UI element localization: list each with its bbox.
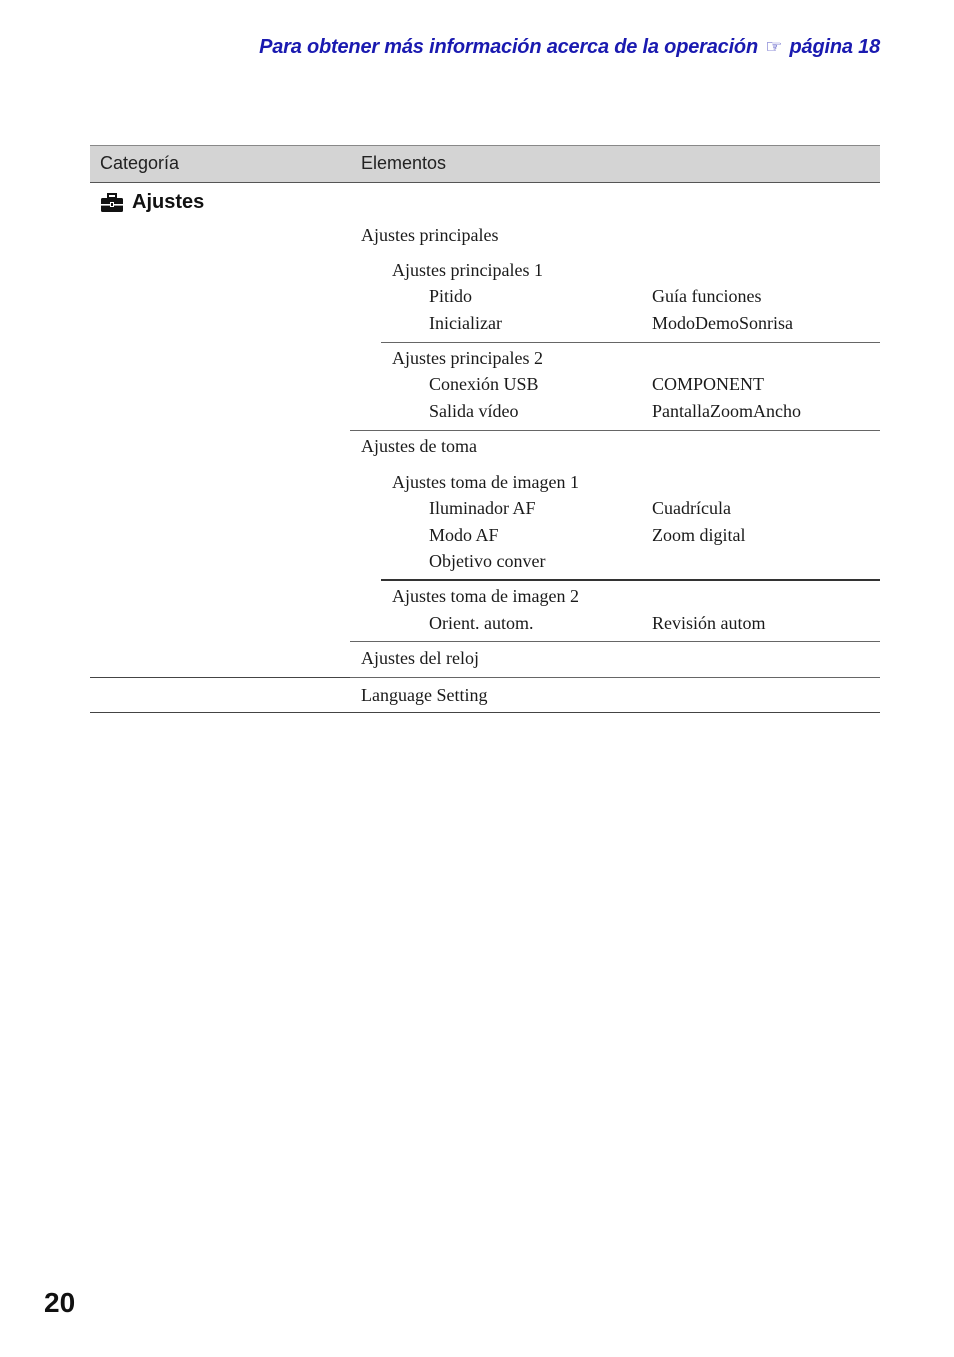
page-number: 20 [44,1287,76,1318]
page-reference-header[interactable] [259,36,880,59]
group-title: Ajustes principales 2 [392,348,543,368]
list-item: Cuadrícula [652,498,731,518]
list-item: Iluminador AF [429,498,536,518]
list-item: Modo AF [429,525,499,545]
group-title: Ajustes toma de imagen 1 [392,472,579,492]
list-item: Salida vídeo [429,401,519,421]
list-item: Orient. autom. [429,613,534,633]
header-text: Para obtener más información acerca de la operación [259,36,758,58]
list-item: COMPONENT [652,374,765,394]
list-item: Guía funciones [652,286,762,306]
table-header [90,145,880,183]
section-title: Ajustes principales [361,225,499,245]
list-item: PantallaZoomAncho [652,401,801,421]
list-item: Inicializar [429,313,502,333]
column-header-category: Categoría [100,153,180,173]
group-title: Ajustes principales 1 [392,260,543,280]
list-item: Conexión USB [429,374,539,394]
section-divider [350,430,880,431]
list-item: Objetivo conver [429,551,546,571]
group-divider [381,342,880,343]
settings-table [90,145,880,713]
list-item: ModoDemoSonrisa [652,313,793,333]
section-title: Ajustes del reloj [361,648,479,668]
pointing-hand-icon: ☞ [765,37,783,58]
list-item: Revisión autom [652,613,766,633]
page-ref-link[interactable]: página 18 [789,36,880,58]
category-label: Ajustes [132,191,205,213]
group-divider [381,579,880,581]
section-title: Language Setting [361,685,488,705]
list-item: Pitido [429,286,473,306]
list-item: Zoom digital [652,525,746,545]
category-cell [100,191,204,214]
column-header-items: Elementos [361,153,447,173]
table-body [90,183,880,678]
group-title: Ajustes toma de imagen 2 [392,586,579,606]
section-title: Ajustes de toma [361,436,477,456]
table-row [90,678,880,713]
section-divider [350,641,880,642]
toolbox-icon [100,193,124,213]
